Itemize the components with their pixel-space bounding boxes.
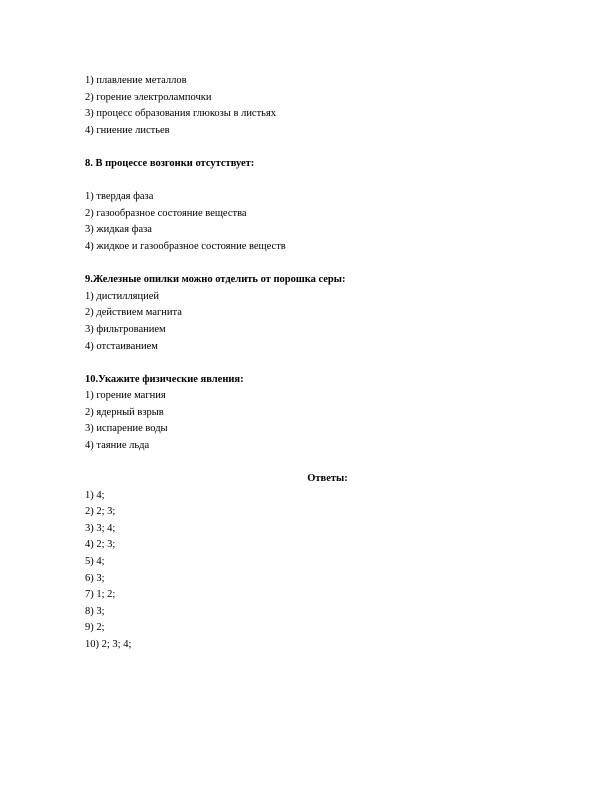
q10-option-1: 1) горение магния (85, 390, 166, 401)
answer-item: 6) 3; (85, 573, 105, 584)
q8-option-2: 2) газообразное состояние вещества (85, 208, 247, 219)
answer-item: 2) 2; 3; (85, 506, 116, 517)
answer-item: 9) 2; (85, 622, 105, 633)
q8-option-4: 4) жидкое и газообразное состояние веществ (85, 241, 286, 252)
answer-item: 7) 1; 2; (85, 589, 116, 600)
q8-option-3: 3) жидкая фаза (85, 224, 152, 235)
q10-option-3: 3) испарение воды (85, 423, 168, 434)
q10-option-4: 4) таяние льда (85, 440, 150, 451)
q8-title: 8. В процессе возгонки отсутствует: (85, 158, 255, 169)
q7-option-2: 2) горение электролампочки (85, 92, 212, 103)
q9-option-4: 4) отстаиванием (85, 341, 158, 352)
answer-item: 3) 3; 4; (85, 523, 116, 534)
answer-item: 4) 2; 3; (85, 539, 116, 550)
q9-title: 9.Железные опилки можно отделить от порошка серы: (85, 274, 346, 285)
q10-option-2: 2) ядерный взрыв (85, 407, 164, 418)
q7-option-3: 3) процесс образования глюкозы в листьях (85, 108, 277, 119)
answer-item: 8) 3; (85, 606, 105, 617)
answers-heading: Ответы: (307, 473, 348, 484)
q10-title: 10.Укажите физические явления: (85, 374, 244, 385)
answer-item: 1) 4; (85, 490, 105, 501)
q9-option-2: 2) действием магнита (85, 307, 182, 318)
q8-option-1: 1) твердая фаза (85, 191, 154, 202)
answer-item: 10) 2; 3; 4; (85, 639, 132, 650)
q9-option-3: 3) фильтрованием (85, 324, 166, 335)
q7-option-1: 1) плавление металлов (85, 75, 187, 86)
answer-item: 5) 4; (85, 556, 105, 567)
q9-option-1: 1) дистилляцией (85, 291, 160, 302)
q7-option-4: 4) гниение листьев (85, 125, 170, 136)
